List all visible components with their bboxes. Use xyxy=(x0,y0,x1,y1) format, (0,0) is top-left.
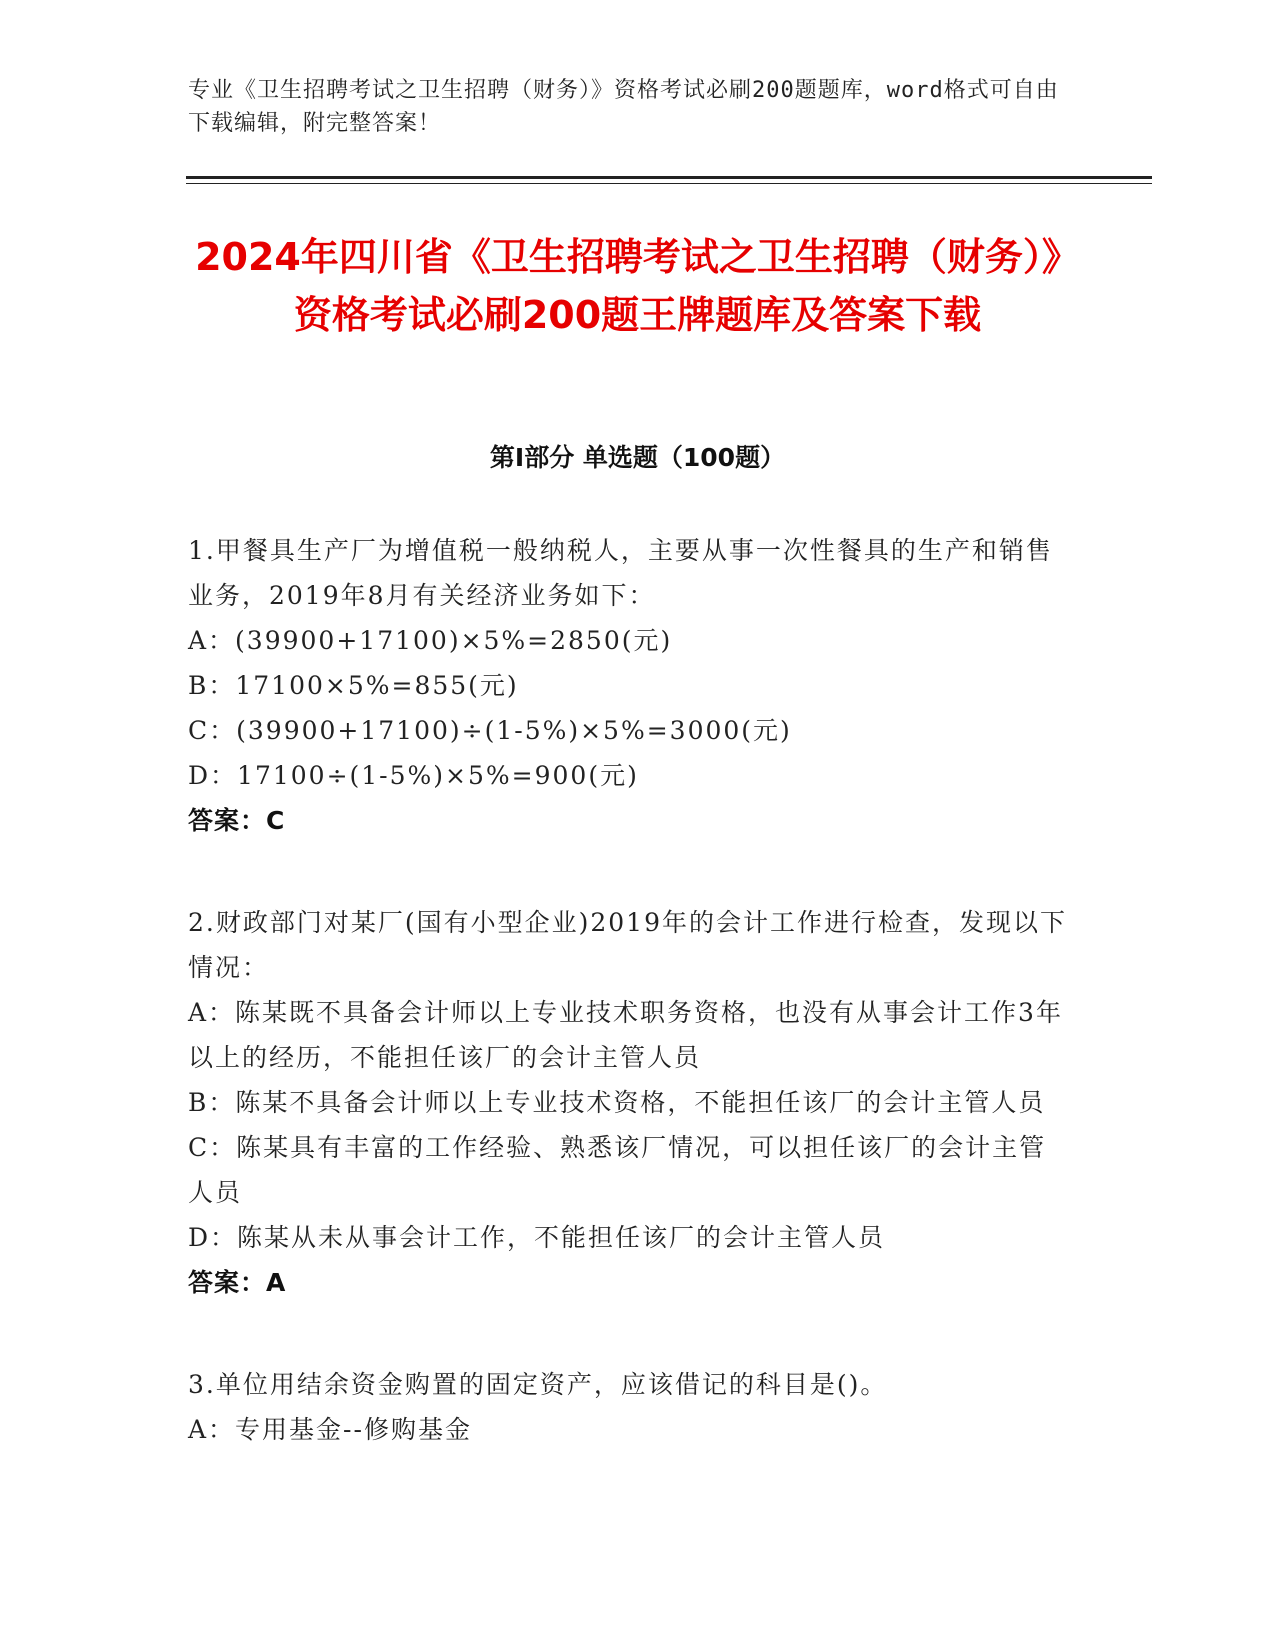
option-b: B：陈某不具备会计师以上专业技术资格，不能担任该厂的会计主管人员 xyxy=(188,1088,1046,1117)
option-a: A：(39900+17100)×5%=2850(元) xyxy=(188,626,673,655)
document-title: 2024年四川省《卫生招聘考试之卫生招聘（财务）》资格考试必刷200题王牌题库及答案下载 xyxy=(195,235,1080,337)
question-list xyxy=(188,528,1068,1508)
question-text: 2.财政部门对某厂(国有小型企业)2019年的会计工作进行检查，发现以下情况： xyxy=(188,908,1067,982)
header-rule-thin xyxy=(186,183,1152,184)
section-title: 第I部分 单选题（100题） xyxy=(489,443,786,472)
question-1 xyxy=(188,528,1068,844)
answer: 答案：A xyxy=(188,1268,287,1297)
option-a: A：陈某既不具备会计师以上专业技术职务资格，也没有从事会计工作3年以上的经历，不能担任该厂的会计主管人员 xyxy=(188,998,1063,1072)
option-d: D：17100÷(1-5%)×5%=900(元) xyxy=(188,761,639,790)
question-text: 3.单位用结余资金购置的固定资产，应该借记的科目是()。 xyxy=(188,1370,888,1399)
header-note: 专业《卫生招聘考试之卫生招聘（财务）》资格考试必刷200题题库，word格式可自由下载编辑，附完整答案！ xyxy=(188,78,1059,136)
question-2 xyxy=(188,900,1068,1306)
option-b: B：17100×5%=855(元) xyxy=(188,671,519,700)
answer: 答案：C xyxy=(188,806,286,835)
question-text: 1.甲餐具生产厂为增值税一般纳税人，主要从事一次性餐具的生产和销售业务，2019年8月有关经济业务如下： xyxy=(188,536,1053,610)
option-c: C：陈某具有丰富的工作经验、熟悉该厂情况，可以担任该厂的会计主管人员 xyxy=(188,1133,1047,1207)
question-3 xyxy=(188,1362,1068,1452)
header-rule-thick xyxy=(186,176,1152,179)
option-a: A：专用基金--修购基金 xyxy=(188,1415,472,1444)
option-c: C：(39900+17100)÷(1-5%)×5%=3000(元) xyxy=(188,716,792,745)
option-d: D：陈某从未从事会计工作，不能担任该厂的会计主管人员 xyxy=(188,1223,886,1252)
